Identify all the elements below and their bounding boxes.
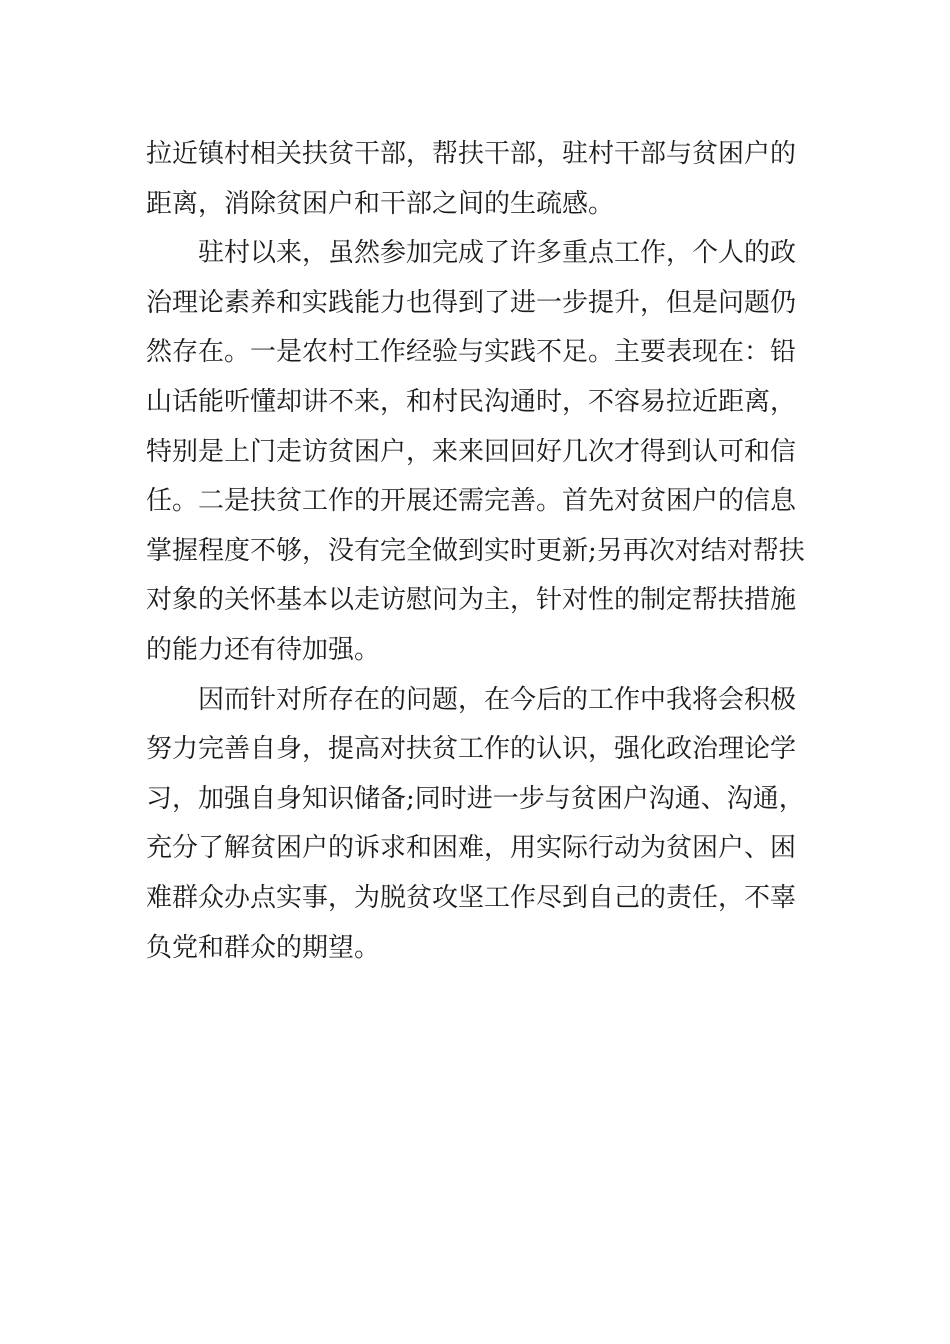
text-line: 任。二是扶贫工作的开展还需完善。首先对贫困户的信息 xyxy=(146,486,797,517)
text-line: 的能力还有待加强。 xyxy=(146,634,381,665)
text-line: 驻村以来，虽然参加完成了许多重点工作，个人的政 xyxy=(198,238,797,269)
body-text xyxy=(146,130,810,973)
text-line: 负党和群众的期望。 xyxy=(146,932,381,963)
text-line: 拉近镇村相关扶贫干部，帮扶干部，驻村干部与贫困户的 xyxy=(146,139,797,169)
text-line: 难群众办点实事，为脱贫攻坚工作尽到自己的责任，不辜 xyxy=(146,882,797,913)
text-line: 山话能听懂却讲不来，和村民沟通时，不容易拉近距离， xyxy=(146,386,797,417)
text-line: 习，加强自身知识储备;同时进一步与贫困户沟通、沟通， xyxy=(146,783,805,814)
text-line: 然存在。一是农村工作经验与实践不足。主要表现在：铅 xyxy=(146,337,797,368)
text-line: 因而针对所存在的问题，在今后的工作中我将会积极 xyxy=(198,684,797,715)
text-line: 充分了解贫困户的诉求和困难，用实际行动为贫困户、困 xyxy=(146,833,797,864)
text-line: 努力完善自身，提高对扶贫工作的认识，强化政治理论学 xyxy=(146,734,797,765)
text-line: 对象的关怀基本以走访慰问为主，针对性的制定帮扶措施 xyxy=(146,585,797,616)
text-line: 治理论素养和实践能力也得到了进一步提升，但是问题仍 xyxy=(146,287,797,318)
text-line: 特别是上门走访贫困户，来来回回好几次才得到认可和信 xyxy=(146,436,797,467)
text-line: 距离，消除贫困户和干部之间的生疏感。 xyxy=(146,188,615,219)
text-line: 掌握程度不够，没有完全做到实时更新;另再次对结对帮扶 xyxy=(146,535,805,566)
